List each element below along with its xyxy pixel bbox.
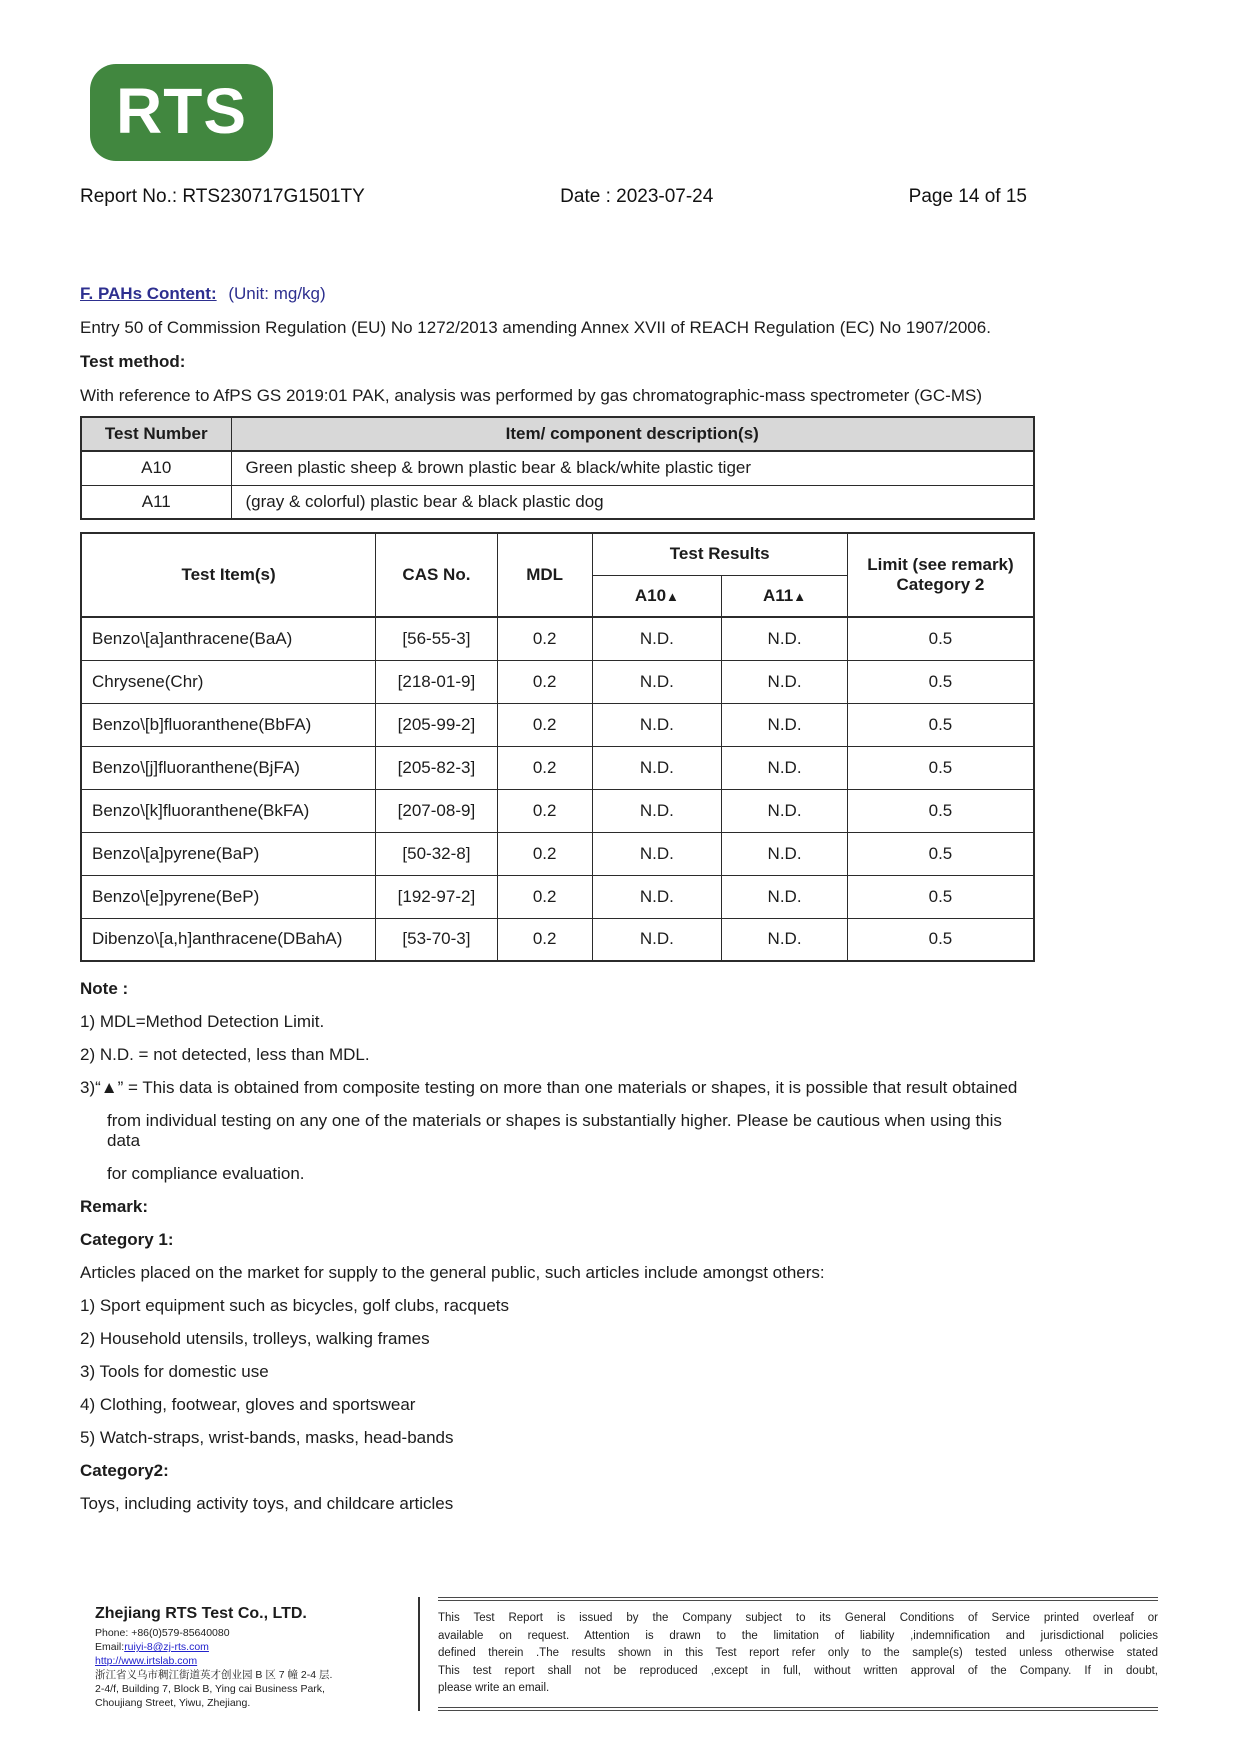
email-link[interactable]: ruiyi-8@zj-rts.com	[124, 1641, 209, 1653]
footer-legal-block	[418, 1597, 1158, 1711]
company-name: Zhejiang RTS Test Co., LTD.	[95, 1605, 307, 1622]
cell-cas: [205-99-2]	[376, 703, 498, 746]
report-date: Date : 2023-07-24	[560, 186, 714, 207]
remark-label: Remark:	[80, 1197, 149, 1216]
legal-top-rule	[438, 1597, 1158, 1601]
legal-bottom-rule	[438, 1707, 1158, 1711]
cell-a10: N.D.	[592, 746, 722, 789]
sample-description: (gray & colorful) plastic bear & black plastic dog	[231, 485, 1034, 519]
section-heading	[80, 284, 1035, 304]
cell-a11: N.D.	[722, 875, 848, 918]
email-label: Email:	[95, 1641, 125, 1653]
category1-item-1: 1) Sport equipment such as bicycles, golf clubs, racquets	[80, 1296, 509, 1315]
sample-row-a10	[81, 451, 1034, 485]
cell-mdl: 0.2	[497, 918, 592, 961]
cell-cas: [53-70-3]	[376, 918, 498, 961]
cell-mdl: 0.2	[497, 703, 592, 746]
sample-description-table	[80, 416, 1035, 520]
cell-cas: [218-01-9]	[376, 660, 498, 703]
note-item-2: 2) N.D. = not detected, less than MDL.	[80, 1045, 370, 1064]
cell-a10: N.D.	[592, 703, 722, 746]
category1-item-4: 4) Clothing, footwear, gloves and sportswear	[80, 1395, 416, 1414]
col-item-description: Item/ component description(s)	[231, 417, 1034, 451]
rts-logo	[90, 64, 273, 161]
category1-item-2: 2) Household utensils, trolleys, walking frames	[80, 1329, 430, 1348]
cell-limit: 0.5	[847, 832, 1034, 875]
cell-a10: N.D.	[592, 789, 722, 832]
category2-label: Category2:	[80, 1461, 169, 1480]
cell-a11: N.D.	[722, 746, 848, 789]
category1-item-5: 5) Watch-straps, wrist-bands, masks, head-bands	[80, 1428, 454, 1447]
cell-cas: [56-55-3]	[376, 617, 498, 660]
company-address-en2: Choujiang Street, Yiwu, Zhejiang.	[95, 1697, 251, 1709]
result-row	[81, 703, 1034, 746]
category1-label: Category 1:	[80, 1230, 174, 1249]
cell-a11: N.D.	[722, 617, 848, 660]
sample-number: A10	[81, 451, 231, 485]
report-header	[80, 186, 1027, 208]
note-item-3-line2: from individual testing on any one of the materials or shapes is substantially higher. Please be cautious when using this data	[107, 1111, 1002, 1150]
cell-cas: [50-32-8]	[376, 832, 498, 875]
cell-a11: N.D.	[722, 918, 848, 961]
cell-item: Benzo\[e]pyrene(BeP)	[81, 875, 376, 918]
col-limit	[847, 533, 1034, 617]
cell-item: Benzo\[k]fluoranthene(BkFA)	[81, 789, 376, 832]
note-item-1: 1) MDL=Method Detection Limit.	[80, 1012, 325, 1031]
result-row	[81, 746, 1034, 789]
company-phone: Phone: +86(0)579-85640080	[95, 1627, 230, 1639]
report-footer	[95, 1597, 1158, 1711]
cell-a10: N.D.	[592, 617, 722, 660]
cell-a10: N.D.	[592, 660, 722, 703]
col-limit-line2: Category 2	[896, 575, 985, 594]
sample-number: A11	[81, 485, 231, 519]
legal-line-2: available on request. Attention is drawn to the limitation of liability ,indemnification and jurisdictional policies	[438, 1629, 1158, 1642]
cell-a10: N.D.	[592, 875, 722, 918]
website-link[interactable]: http://www.irtslab.com	[95, 1655, 198, 1667]
result-row	[81, 875, 1034, 918]
company-email-line	[95, 1640, 418, 1654]
col-test-item: Test Item(s)	[81, 533, 376, 617]
cell-limit: 0.5	[847, 789, 1034, 832]
cell-cas: [207-08-9]	[376, 789, 498, 832]
section-title: F. PAHs Content:	[80, 284, 217, 303]
cell-limit: 0.5	[847, 875, 1034, 918]
cell-mdl: 0.2	[497, 660, 592, 703]
page-indicator: Page 14 of 15	[908, 186, 1027, 207]
col-limit-line1: Limit (see remark)	[867, 555, 1014, 574]
cell-a11: N.D.	[722, 832, 848, 875]
cell-mdl: 0.2	[497, 875, 592, 918]
cell-item: Benzo\[a]pyrene(BaP)	[81, 832, 376, 875]
col-test-results: Test Results	[592, 533, 847, 575]
col-a10: A10▲	[592, 575, 722, 617]
company-address-en1: 2-4/f, Building 7, Block B, Ying cai Business Park,	[95, 1683, 325, 1695]
cell-item: Benzo\[a]anthracene(BaA)	[81, 617, 376, 660]
result-row	[81, 660, 1034, 703]
cell-limit: 0.5	[847, 660, 1034, 703]
result-row	[81, 789, 1034, 832]
result-row	[81, 832, 1034, 875]
company-website-line	[95, 1654, 418, 1668]
cell-a11: N.D.	[722, 789, 848, 832]
cell-limit: 0.5	[847, 617, 1034, 660]
legal-line-1: This Test Report is issued by the Company subject to its General Conditions of Service printed overleaf or	[438, 1612, 1158, 1624]
test-method-label: Test method:	[80, 352, 186, 371]
cell-limit: 0.5	[847, 703, 1034, 746]
legal-text	[438, 1610, 1158, 1698]
col-test-number: Test Number	[81, 417, 231, 451]
cell-item: Dibenzo\[a,h]anthracene(DBahA)	[81, 918, 376, 961]
results-table	[80, 532, 1035, 962]
section-unit: (Unit: mg/kg)	[228, 284, 326, 303]
cell-mdl: 0.2	[497, 617, 592, 660]
cell-cas: [205-82-3]	[376, 746, 498, 789]
sample-description: Green plastic sheep & brown plastic bear & black/white plastic tiger	[231, 451, 1034, 485]
sample-row-a11	[81, 485, 1034, 519]
results-header-row-1	[81, 533, 1034, 575]
result-row	[81, 617, 1034, 660]
cell-item: Chrysene(Chr)	[81, 660, 376, 703]
cell-mdl: 0.2	[497, 832, 592, 875]
cell-limit: 0.5	[847, 918, 1034, 961]
rts-logo-text: RTS	[116, 74, 247, 147]
cell-cas: [192-97-2]	[376, 875, 498, 918]
cell-a11: N.D.	[722, 660, 848, 703]
legal-line-4: This test report shall not be reproduced ,except in full, without written approval of the Company. If in doubt,	[438, 1664, 1158, 1677]
category2-text: Toys, including activity toys, and childcare articles	[80, 1494, 454, 1513]
col-cas-no: CAS No.	[376, 533, 498, 617]
col-mdl: MDL	[497, 533, 592, 617]
cell-item: Benzo\[b]fluoranthene(BbFA)	[81, 703, 376, 746]
col-a11: A11▲	[722, 575, 848, 617]
legal-line-3: defined therein .The results shown in this Test report refer only to the sample(s) tested unless otherwise stated	[438, 1647, 1158, 1659]
cell-item: Benzo\[j]fluoranthene(BjFA)	[81, 746, 376, 789]
company-address-cn: 浙江省义乌市稠江街道英才创业园 B 区 7 幢 2-4 层.	[95, 1669, 333, 1681]
cell-a10: N.D.	[592, 918, 722, 961]
cell-mdl: 0.2	[497, 746, 592, 789]
test-method-text: With reference to AfPS GS 2019:01 PAK, analysis was performed by gas chromatographic-mass spectrometer (GC-MS)	[80, 386, 982, 405]
regulation-text: Entry 50 of Commission Regulation (EU) No 1272/2013 amending Annex XVII of REACH Regulation (EC) No 1907/2006.	[80, 318, 991, 337]
cell-limit: 0.5	[847, 746, 1034, 789]
note-label: Note :	[80, 979, 129, 998]
report-body	[80, 284, 1035, 1527]
sample-table-header-row	[81, 417, 1034, 451]
cell-mdl: 0.2	[497, 789, 592, 832]
triangle-icon: ▲	[666, 588, 679, 604]
note-item-3-line1: 3)“▲” = This data is obtained from composite testing on more than one materials or shapes, it is possible that result obtained	[80, 1078, 1018, 1097]
triangle-icon: ▲	[793, 588, 807, 604]
legal-line-5: please write an email.	[438, 1682, 550, 1694]
result-row	[81, 918, 1034, 961]
note-item-3-line3: for compliance evaluation.	[107, 1164, 305, 1183]
category1-item-3: 3) Tools for domestic use	[80, 1362, 269, 1381]
cell-a10: N.D.	[592, 832, 722, 875]
category1-intro: Articles placed on the market for supply to the general public, such articles include amongst others:	[80, 1263, 825, 1282]
footer-company-block	[95, 1597, 418, 1711]
report-number: Report No.: RTS230717G1501TY	[80, 186, 365, 207]
cell-a11: N.D.	[722, 703, 848, 746]
